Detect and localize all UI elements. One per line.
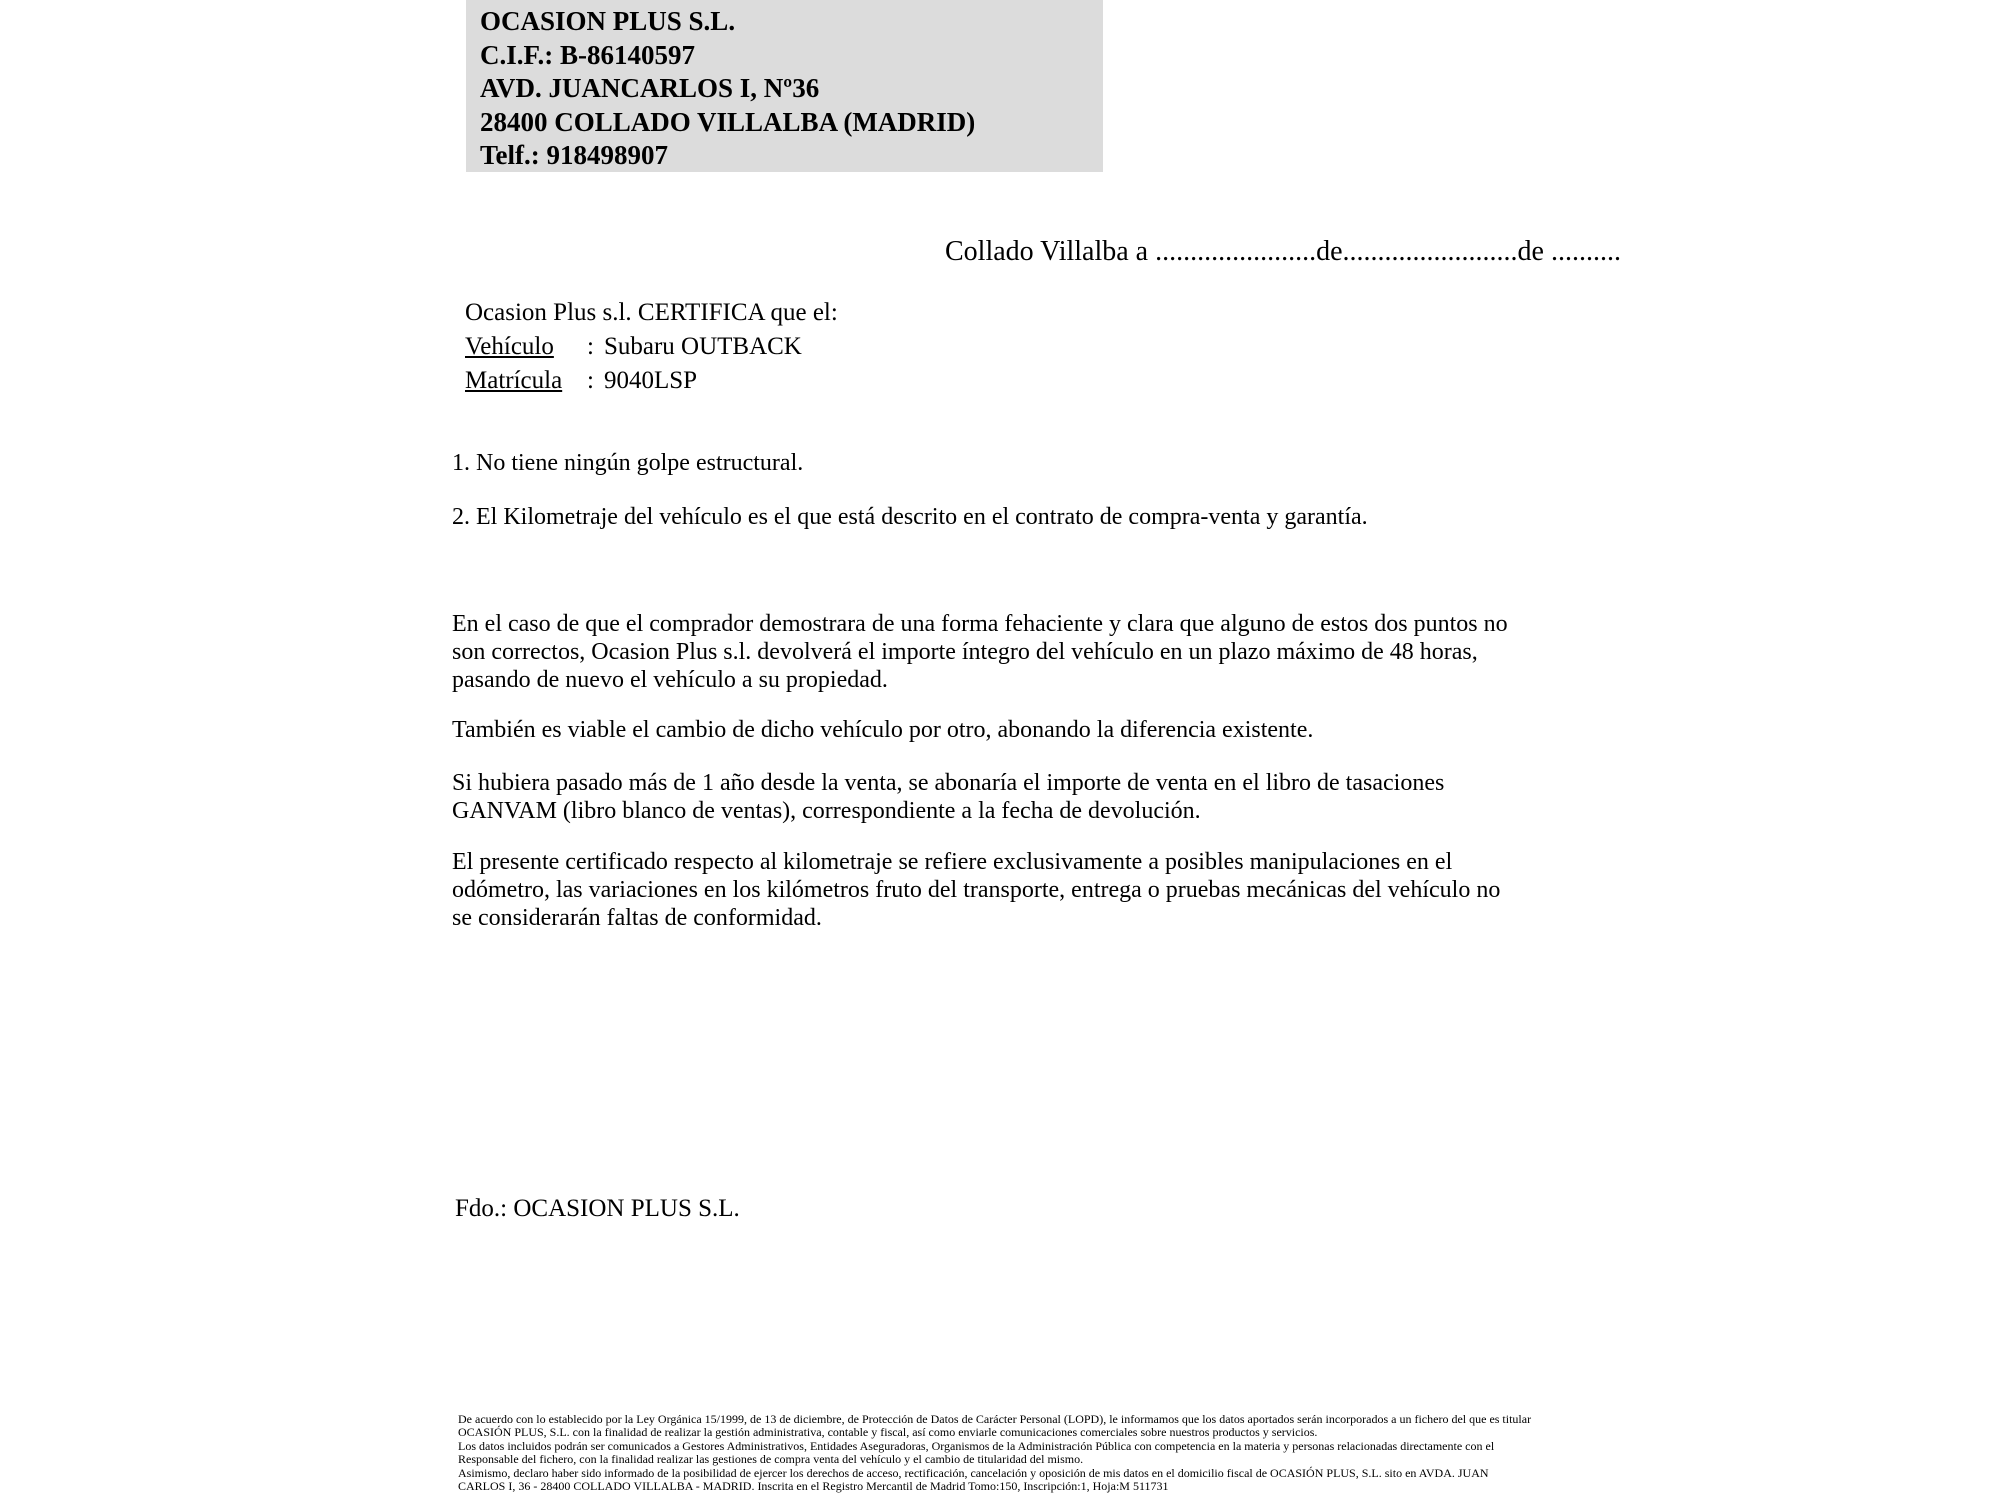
signature-line: Fdo.: OCASION PLUS S.L. xyxy=(455,1195,740,1222)
paragraph-line: son correctos, Ocasion Plus s.l. devolverá el importe íntegro del vehículo en un plazo máximo de 48 horas, xyxy=(452,639,1478,665)
legal-footer-line: Responsable del fichero, con la finalidad realizar las gestiones de compra venta del vehículo y el cambio de titularidad del mismo. xyxy=(458,1452,1084,1467)
statement-2: 2. El Kilometraje del vehículo es el que está descrito en el contrato de compra-venta y garantía. xyxy=(452,504,1368,530)
date-line: Collado Villalba a .......................de.........................de .......... xyxy=(945,236,1621,267)
legal-footer-line: De acuerdo con lo establecido por la Ley Orgánica 15/1999, de 13 de diciembre, de Protección de Datos de Carácter Personal (LOPD), le informamos que los datos aportados serán incorporados a un fichero del que es titular xyxy=(458,1412,1532,1426)
plate-label: Matrícula xyxy=(465,367,563,394)
legal-footer-line: Asimismo, declaro haber sido informado de la posibilidad de ejercer los derechos de acceso, rectificación, cancelación y oposición de mis datos en el domicilio fiscal de OCASIÓN PLUS, S.L. sito en AVDA. JUAN xyxy=(458,1465,1489,1480)
paragraph-line: Si hubiera pasado más de 1 año desde la venta, se abonaría el importe de venta en el libro de tasaciones xyxy=(452,770,1445,796)
vehicle-field xyxy=(465,330,838,364)
plate-value: 9040LSP xyxy=(603,367,698,394)
paragraph-line: odómetro, las variaciones en los kilómetros fruto del transporte, entrega o pruebas mecánicas del vehículo no xyxy=(452,877,1501,903)
vehicle-label-cell xyxy=(465,330,587,364)
plate-field xyxy=(465,364,838,398)
paragraph-line: se considerarán faltas de conformidad. xyxy=(452,905,822,931)
paragraph-refund xyxy=(452,610,1508,694)
plate-separator: : xyxy=(587,367,594,394)
company-name: OCASION PLUS S.L. xyxy=(480,6,736,36)
certification-block xyxy=(465,296,838,398)
vehicle-separator: : xyxy=(587,333,594,360)
legal-footer-line: OCASIÓN PLUS, S.L. con la finalidad de realizar la gestión administrativa, contable y fiscal, así como enviarle comunicaciones comerciales sobre nuestros productos y servicios. xyxy=(458,1425,1318,1440)
legal-footer xyxy=(458,1413,1531,1493)
plate-label-cell xyxy=(465,364,587,398)
paragraph-odometer xyxy=(452,848,1500,932)
paragraph-line: También es viable el cambio de dicho vehículo por otro, abonando la diferencia existente. xyxy=(452,717,1314,743)
paragraph-exchange xyxy=(452,716,1313,744)
certification-intro: Ocasion Plus s.l. CERTIFICA que el: xyxy=(465,299,838,326)
company-address: AVD. JUANCARLOS I, Nº36 xyxy=(480,73,820,103)
company-phone: Telf.: 918498907 xyxy=(480,140,668,170)
paragraph-line: El presente certificado respecto al kilometraje se refiere exclusivamente a posibles manipulaciones en el xyxy=(452,849,1453,875)
legal-footer-line: CARLOS I, 36 - 28400 COLLADO VILLALBA - MADRID. Inscrita en el Registro Mercantil de Madrid Tomo:150, Inscripción:1, Hoja:M 511731 xyxy=(458,1479,1169,1494)
vehicle-value: Subaru OUTBACK xyxy=(603,333,802,360)
statement-1: 1. No tiene ningún golpe estructural. xyxy=(452,450,804,476)
company-cif: C.I.F.: B-86140597 xyxy=(480,39,696,70)
paragraph-line: GANVAM (libro blanco de ventas), correspondiente a la fecha de devolución. xyxy=(452,798,1201,824)
company-city: 28400 COLLADO VILLALBA (MADRID) xyxy=(480,106,976,137)
vehicle-label: Vehículo xyxy=(465,333,554,360)
legal-footer-line: Los datos incluidos podrán ser comunicados a Gestores Administrativos, Entidades Aseguradoras, Organismos de la Administración Pública con competencia en la materia y personas relacionadas directamente con el xyxy=(458,1438,1495,1453)
paragraph-line: En el caso de que el comprador demostrara de una forma fehaciente y clara que alguno de estos dos puntos no xyxy=(452,611,1508,637)
company-header-block xyxy=(466,0,1103,172)
paragraph-line: pasando de nuevo el vehículo a su propiedad. xyxy=(452,667,888,693)
paragraph-ganvam xyxy=(452,769,1444,825)
